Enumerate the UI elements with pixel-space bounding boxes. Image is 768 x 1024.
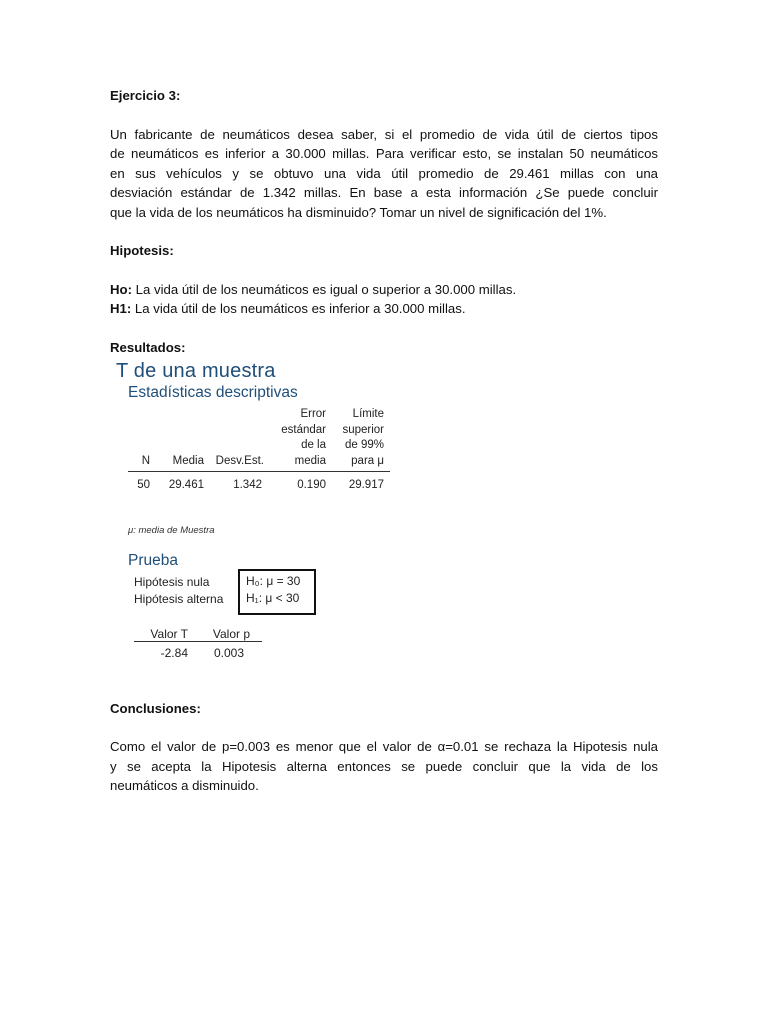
- conclusions-heading: Conclusiones:: [110, 700, 201, 716]
- h1-text: La vida útil de los neumáticos es inferior a 30.000 millas.: [131, 301, 466, 316]
- conclusion-line: y se acepta la Hipotesis alterna entonces se puede concluir que la vida de los: [110, 758, 658, 774]
- problem-statement: [110, 125, 658, 223]
- limit-header-line: para μ: [351, 454, 384, 467]
- error-header-line: media: [294, 454, 326, 467]
- ho-text: La vida útil de los neumáticos es igual o superior a 30.000 millas.: [131, 281, 517, 297]
- alt-label: Hipótesis alterna: [134, 591, 224, 606]
- document-page: [110, 86, 658, 796]
- problem-line: desviación estándar de 1.342 millas. En base a esta información ¿Se puede concluir: [110, 185, 658, 200]
- limit-header-line: Límite: [352, 408, 384, 420]
- limit-header-line: superior: [342, 423, 384, 436]
- h1-label: H1:: [110, 301, 132, 316]
- minitab-output: [116, 359, 416, 661]
- ho-label: Ho:: [110, 281, 132, 297]
- null-hypothesis: [110, 280, 658, 300]
- hypothesis-block: [134, 573, 416, 617]
- cell-media: 29.461: [168, 479, 204, 491]
- problem-line: de neumáticos es inferior a 30.000 millas. Para verificar esto, se instalan 50 neumáticos: [110, 146, 658, 161]
- conclusion-line: Como el valor de p=0.003 es menor que el valor de α=0.01 se rechaza la Hipotesis nula: [110, 739, 658, 754]
- table-rule: [128, 471, 390, 472]
- conclusion-line: neumáticos a disminuido.: [110, 778, 259, 793]
- alt-value: H₁: μ < 30: [246, 590, 300, 605]
- limit-header-line: de 99%: [344, 439, 384, 451]
- t-table-rule: [134, 641, 262, 642]
- mu-note: μ: media de Muestra: [128, 525, 215, 536]
- test-heading: Prueba: [128, 551, 178, 569]
- cell-limit: 29.917: [348, 479, 384, 491]
- t-value: -2.84: [160, 645, 188, 660]
- error-header-line: estándar: [281, 423, 326, 436]
- null-label: Hipótesis nula: [134, 574, 210, 589]
- p-header: Valor p: [212, 626, 250, 641]
- problem-line: Un fabricante de neumáticos desea saber, si el promedio de vida útil de ciertos tipos: [110, 126, 658, 142]
- descriptive-heading: Estadísticas descriptivas: [128, 384, 298, 401]
- null-value: H₀: μ = 30: [246, 573, 301, 588]
- cell-error: 0.190: [297, 479, 326, 491]
- error-header-line: Error: [300, 408, 326, 420]
- desv-header: Desv.Est.: [215, 454, 264, 467]
- t-header: Valor T: [150, 626, 188, 641]
- error-header: [254, 407, 326, 469]
- t-test-table: [134, 625, 264, 661]
- media-header: Media: [172, 454, 204, 467]
- results-heading: Resultados:: [110, 339, 186, 355]
- descriptive-table: [128, 407, 394, 519]
- p-value: 0.003: [213, 645, 244, 660]
- minitab-title: T de una muestra: [116, 360, 276, 382]
- hypothesis-heading: Hipotesis:: [110, 243, 174, 258]
- cell-desv: 1.342: [233, 479, 262, 491]
- cell-n: 50: [137, 479, 150, 491]
- problem-line: en sus vehículos y se obtuvo una vida útil promedio de 29.461 millas con una: [110, 165, 658, 181]
- exercise-title: Ejercicio 3:: [110, 88, 181, 103]
- alt-hypothesis: [110, 299, 658, 319]
- n-header: N: [141, 454, 150, 467]
- hypothesis-box: [238, 569, 316, 615]
- problem-line: que la vida de los neumáticos ha disminuido? Tomar un nivel de significación del 1%.: [110, 204, 607, 220]
- conclusion-text: [110, 737, 658, 796]
- error-header-line: de la: [301, 439, 326, 451]
- limit-header: [326, 407, 384, 469]
